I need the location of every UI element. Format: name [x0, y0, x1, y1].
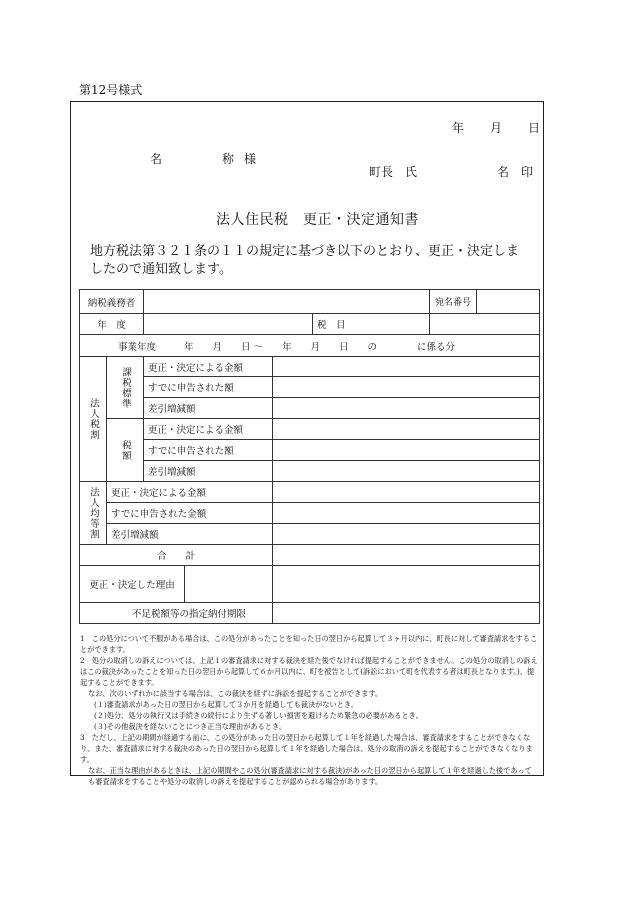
tax-item-label: 税 目: [313, 314, 430, 335]
pc-corrected-label: 更正・決定による金額: [107, 482, 273, 503]
note-2-item-1: (１)審査請求があった日の翌日から起算して３か月を経過しても裁決がないとき。: [94, 700, 359, 709]
year-label: 年: [452, 121, 465, 135]
ta-declared-value[interactable]: [273, 440, 540, 461]
tax-base-label: 課税標準: [107, 357, 144, 419]
tax-table: [79, 289, 540, 624]
tb-corrected-label: 更正・決定による金額: [144, 357, 273, 377]
address-number-value[interactable]: [477, 290, 540, 314]
tax-amount-label: 税額: [107, 419, 144, 482]
ta-corrected-value[interactable]: [273, 419, 540, 440]
per-capita-label: 法人均等割: [80, 482, 107, 545]
address-number-label: 宛名番号: [430, 290, 477, 314]
mayor-label: [369, 163, 417, 180]
date-line: [452, 119, 540, 136]
ta-declared-label: すでに申告された額: [144, 440, 273, 461]
mayor-honorific: 氏: [405, 165, 418, 179]
pc-corrected-value[interactable]: [273, 482, 540, 503]
form-number-label: 第12号様式: [79, 83, 143, 97]
tb-difference-label: 差引増減額: [144, 398, 273, 419]
pc-difference-value[interactable]: [273, 524, 540, 545]
ta-difference-value[interactable]: [273, 461, 540, 482]
note-2-item-3: (３)その他裁決を経ないことにつき正当な理由があるとき。: [94, 722, 287, 731]
month-label: 月: [490, 121, 503, 135]
pc-difference-label: 差引増減額: [107, 524, 273, 545]
reason-label: [80, 566, 273, 603]
corp-tax-split-label: 法人税割: [80, 357, 107, 482]
note-3-sub: なお、正当な理由があるときは、上記の期間やこの処分(審査請求に対する裁決)があった日の翌日から起算して１年を経過した後であっても審査請求をすることや処分の取消しの訴えを提起することが認められる場合があります。: [88, 766, 532, 786]
pc-declared-label: すでに申告された金額: [107, 503, 273, 524]
recipient-name-label: [150, 150, 266, 167]
document-title: 法人住民税 更正・決定通知書: [216, 212, 419, 228]
period-text: 年 月 日 ～ 年 月 日 の: [184, 341, 378, 353]
total-label: 合 計: [80, 545, 273, 566]
mayor-title: 町長: [369, 165, 394, 179]
period-suffix: に係る分: [417, 341, 456, 353]
taxpayer-label: 納税義務者: [80, 290, 144, 314]
deadline-value[interactable]: [273, 603, 540, 624]
notes-section: [80, 633, 538, 787]
name-label-2: 称様: [222, 152, 267, 166]
note-2-item-2: (２)処分、処分の執行又は手続きの続行により生ずる著しい損害を避けるため緊急の必要があるとき。: [94, 711, 423, 720]
business-year-row: [80, 335, 540, 357]
taxpayer-value[interactable]: [144, 290, 430, 314]
fiscal-year-value[interactable]: [144, 314, 313, 335]
reason-label-text: 更正・決定した理由: [80, 566, 185, 602]
name-label-1: 名: [150, 152, 163, 166]
tb-difference-value[interactable]: [273, 398, 540, 419]
business-year-label: 事業年度: [118, 341, 157, 353]
note-2-sub: なお、次のいずれかに該当する場合は、この裁決を経ずに訴訟を提起することができます。: [88, 689, 383, 698]
tb-corrected-value[interactable]: [273, 357, 540, 377]
note-3: 3 ただし、上記の期間が経過する前に、この処分があった日の翌日から起算して１年を経過した場合は、審査請求をすることができなくなり、また、審査請求に対する裁決のあった日の翌日から起算して１年を経過した場合は、処分の取消の訴えを提起することができなくなります。: [80, 733, 533, 764]
fiscal-year-label: 年 度: [80, 314, 144, 335]
total-value[interactable]: [273, 545, 540, 566]
note-2: 2 処分の取消しの訴えについては、上記１の審査請求に対する裁決を経た後でなければ提起することができません。この処分の取消しの訴えはこの裁決があったことを知った日の翌日から起算して６か月以内に、町を被告として(訴訟において町を代表する者は町長となります。)、提起することができます。: [80, 656, 538, 687]
tb-declared-label: すでに申告された額: [144, 377, 273, 398]
reason-value[interactable]: [273, 566, 540, 603]
tax-item-value[interactable]: [430, 314, 540, 335]
day-label: 日: [528, 121, 541, 135]
intro-text: 地方税法第３２１条の１１の規定に基づき以下のとおり、更正・決定しましたので通知致します。: [90, 244, 520, 277]
seal-label: 名 印: [497, 165, 534, 179]
pc-declared-value[interactable]: [273, 503, 540, 524]
ta-corrected-label: 更正・決定による金額: [144, 419, 273, 440]
tb-declared-value[interactable]: [273, 377, 540, 398]
ta-difference-label: 差引増減額: [144, 461, 273, 482]
note-1: 1 この処分について不服がある場合は、この処分があったことを知った日の翌日から起算して３ヶ月以内に、町長に対して審査請求をすることができます。: [80, 634, 538, 654]
deadline-label: 不足税額等の指定納付期限: [80, 603, 273, 624]
